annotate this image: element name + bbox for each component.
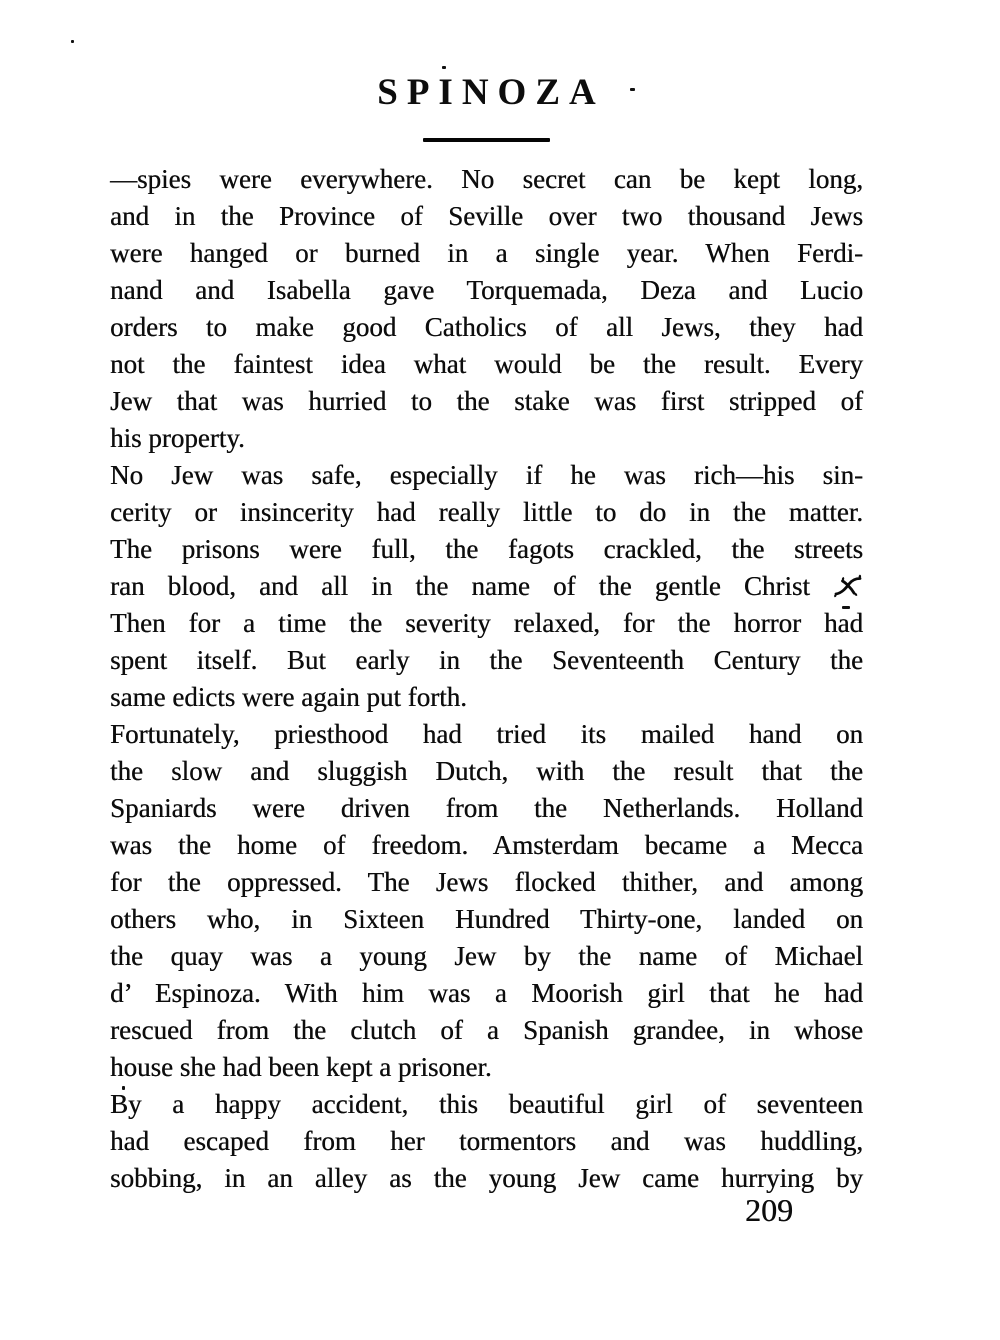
scan-speck [442,66,446,69]
text-line: house she had been kept a prisoner. [110,1052,492,1082]
text-line: rescued from the clutch of a Spanish grandee, in whose [110,1015,863,1045]
text-line: same edicts were again put forth. [110,682,467,712]
text-line: No Jew was safe, especially if he was rich—his sin- [110,460,863,490]
fleuron-swash-icon [833,574,863,598]
text-line: was the home of freedom. Amsterdam became a Mecca [110,830,863,860]
text-line: his property. [110,423,245,453]
body-text [110,161,863,1197]
text-line: Fortunately, priesthood had tried its mailed hand on [110,719,863,749]
text-line: for the oppressed. The Jews flocked thither, and among [110,867,863,897]
text-line: were hanged or burned in a single year. When Ferdi- [110,238,863,268]
text-line: sobbing, in an alley as the young Jew came hurrying by [110,1163,863,1193]
text-line: The prisons were full, the fagots crackled, the streets [110,534,863,564]
text-line: Jew that was hurried to the stake was first stripped of [110,386,863,416]
text-line: Spaniards were driven from the Netherlands. Holland [110,793,863,823]
text-line: the quay was a young Jew by the name of Michael [110,941,863,971]
text-line: the slow and sluggish Dutch, with the result that the [110,756,863,786]
text-line: nand and Isabella gave Torquemada, Deza and Lucio [110,275,863,305]
text-line: spent itself. But early in the Seventeenth Century the [110,645,863,675]
text-line: had escaped from her tormentors and was huddling, [110,1126,863,1156]
text-line: and in the Province of Seville over two thousand Jews [110,201,863,231]
text-line: ran blood, and all in the name of the gentle Christ [110,568,863,605]
text-line: —spies were everywhere. No secret can be kept long, [110,164,863,194]
text-line: d’ Espinoza. With him was a Moorish girl that he had [110,978,863,1008]
scan-speck [71,40,74,43]
page-number: 209 [745,1192,793,1228]
text-line: By a happy accident, this beautiful girl of seventeen [110,1089,863,1119]
text-line: not the faintest idea what would be the result. Every [110,349,863,379]
title-rule [423,138,550,142]
text-line: others who, in Sixteen Hundred Thirty-one, landed on [110,904,863,934]
text-line: cerity or insincerity had really little to do in the matter. [110,497,863,527]
page-title: SPINOZA [377,72,605,113]
text-line: Then for a time the severity relaxed, for the horror had [110,608,863,638]
text-line: orders to make good Catholics of all Jews, they had [110,312,863,342]
